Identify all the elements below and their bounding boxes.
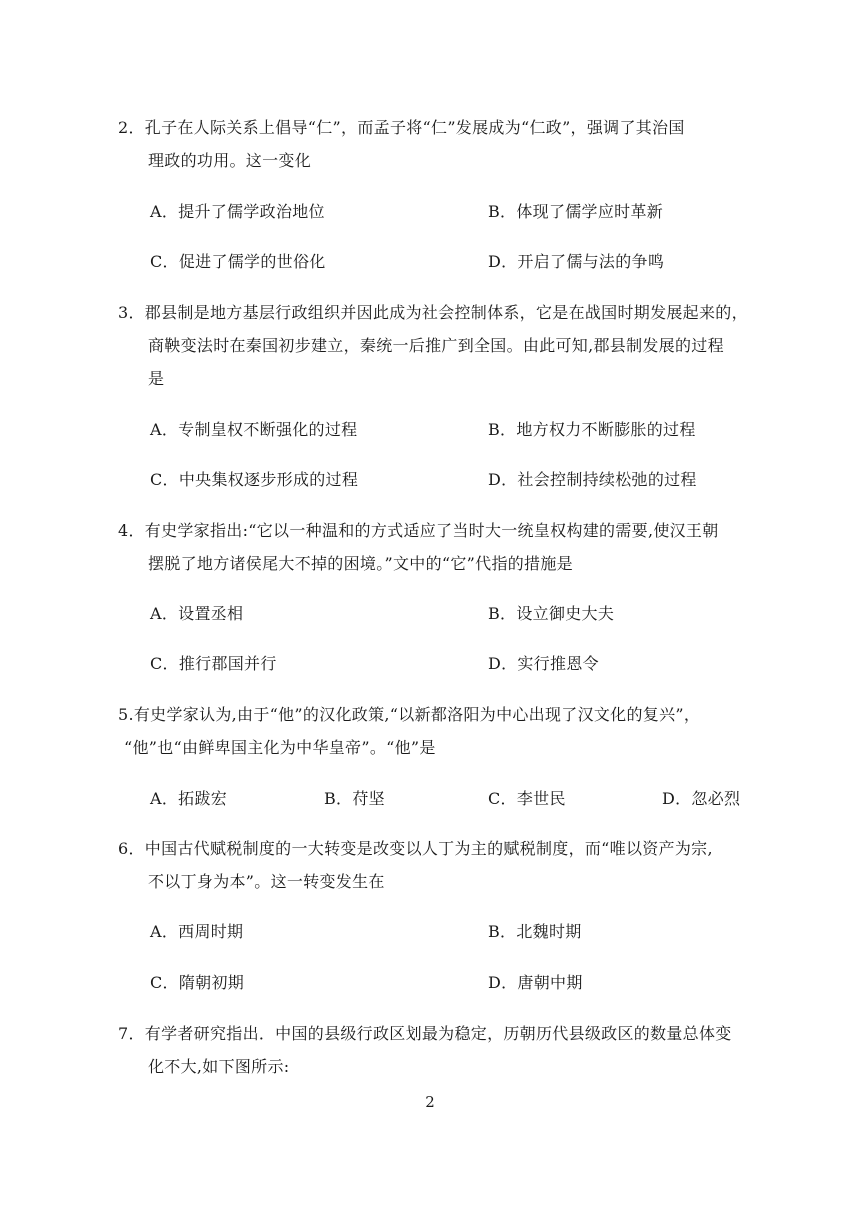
q2-stem-line-1: 2．孔子在人际关系上倡导“仁”，而孟子将“仁”发展成为“仁政”，强调了其治国 [118, 118, 685, 137]
q6-option-b: B．北魏时期 [488, 922, 582, 941]
q6-option-c: C．隋朝初期 [150, 973, 245, 992]
q5-stem-line-2: “他”也“由鲜卑国主化为中华皇帝”。“他”是 [124, 738, 436, 757]
q6-option-a: A．西周时期 [150, 922, 244, 941]
q4-stem-line-1: 4．有史学家指出:“它以一种温和的方式适应了当时大一统皇权构建的需要,使汉王朝 [118, 521, 719, 540]
q2-option-d: D．开启了儒与法的争鸣 [488, 252, 665, 271]
q3-option-b: B．地方权力不断膨胀的过程 [488, 420, 696, 439]
q3-option-c: C．中央集权逐步形成的过程 [150, 470, 359, 489]
q3-stem-line-2: 商鞅变法时在秦国初步建立，秦统一后推广到全国。由此可知,郡县制发展的过程 [148, 336, 724, 355]
q6-stem-line-1: 6．中国古代赋税制度的一大转变是改变以人丁为主的赋税制度，而“唯以资产为宗, [118, 839, 713, 858]
q7-stem-line-2: 化不大,如下图所示: [148, 1057, 290, 1076]
q5-option-d: D．忽必烈 [662, 789, 741, 808]
q3-option-d: D．社会控制持续松弛的过程 [488, 470, 697, 489]
q4-stem-line-2: 摆脱了地方诸侯尾大不掉的困境。”文中的“它”代指的措施是 [148, 554, 573, 573]
q5-option-b: B．苻坚 [324, 789, 385, 808]
q6-stem-line-2: 不以丁身为本”。这一转变发生在 [148, 872, 385, 891]
q3-stem-line-1: 3．郡县制是地方基层行政组织并因此成为社会控制体系，它是在战国时期发展起来的， [118, 303, 748, 322]
q5-option-c: C．李世民 [488, 789, 566, 808]
q2-stem-line-2: 理政的功用。这一变化 [148, 151, 312, 170]
q3-option-a: A．专制皇权不断强化的过程 [150, 420, 358, 439]
q4-option-d: D．实行推恩令 [488, 654, 599, 673]
q7-stem-line-1: 7．有学者研究指出．中国的县级行政区划最为稳定，历朝历代县级政区的数量总体变 [118, 1024, 732, 1043]
q4-option-a: A．设置丞相 [150, 604, 244, 623]
q2-option-b: B．体现了儒学应时革新 [488, 202, 664, 221]
q2-option-c: C．促进了儒学的世俗化 [150, 252, 326, 271]
page-number: 2 [425, 1093, 435, 1111]
q6-option-d: D．唐朝中期 [488, 973, 583, 992]
q3-stem-line-3: 是 [148, 369, 165, 388]
q4-option-c: C．推行郡国并行 [150, 654, 277, 673]
q4-option-b: B．设立御史大夫 [488, 604, 615, 623]
q5-option-a: A．拓跋宏 [150, 789, 228, 808]
q2-option-a: A．提升了儒学政治地位 [150, 202, 325, 221]
q5-stem-line-1: 5.有史学家认为,由于“他”的汉化政策,“以新都洛阳为中心出现了汉文化的复兴”， [118, 705, 701, 724]
